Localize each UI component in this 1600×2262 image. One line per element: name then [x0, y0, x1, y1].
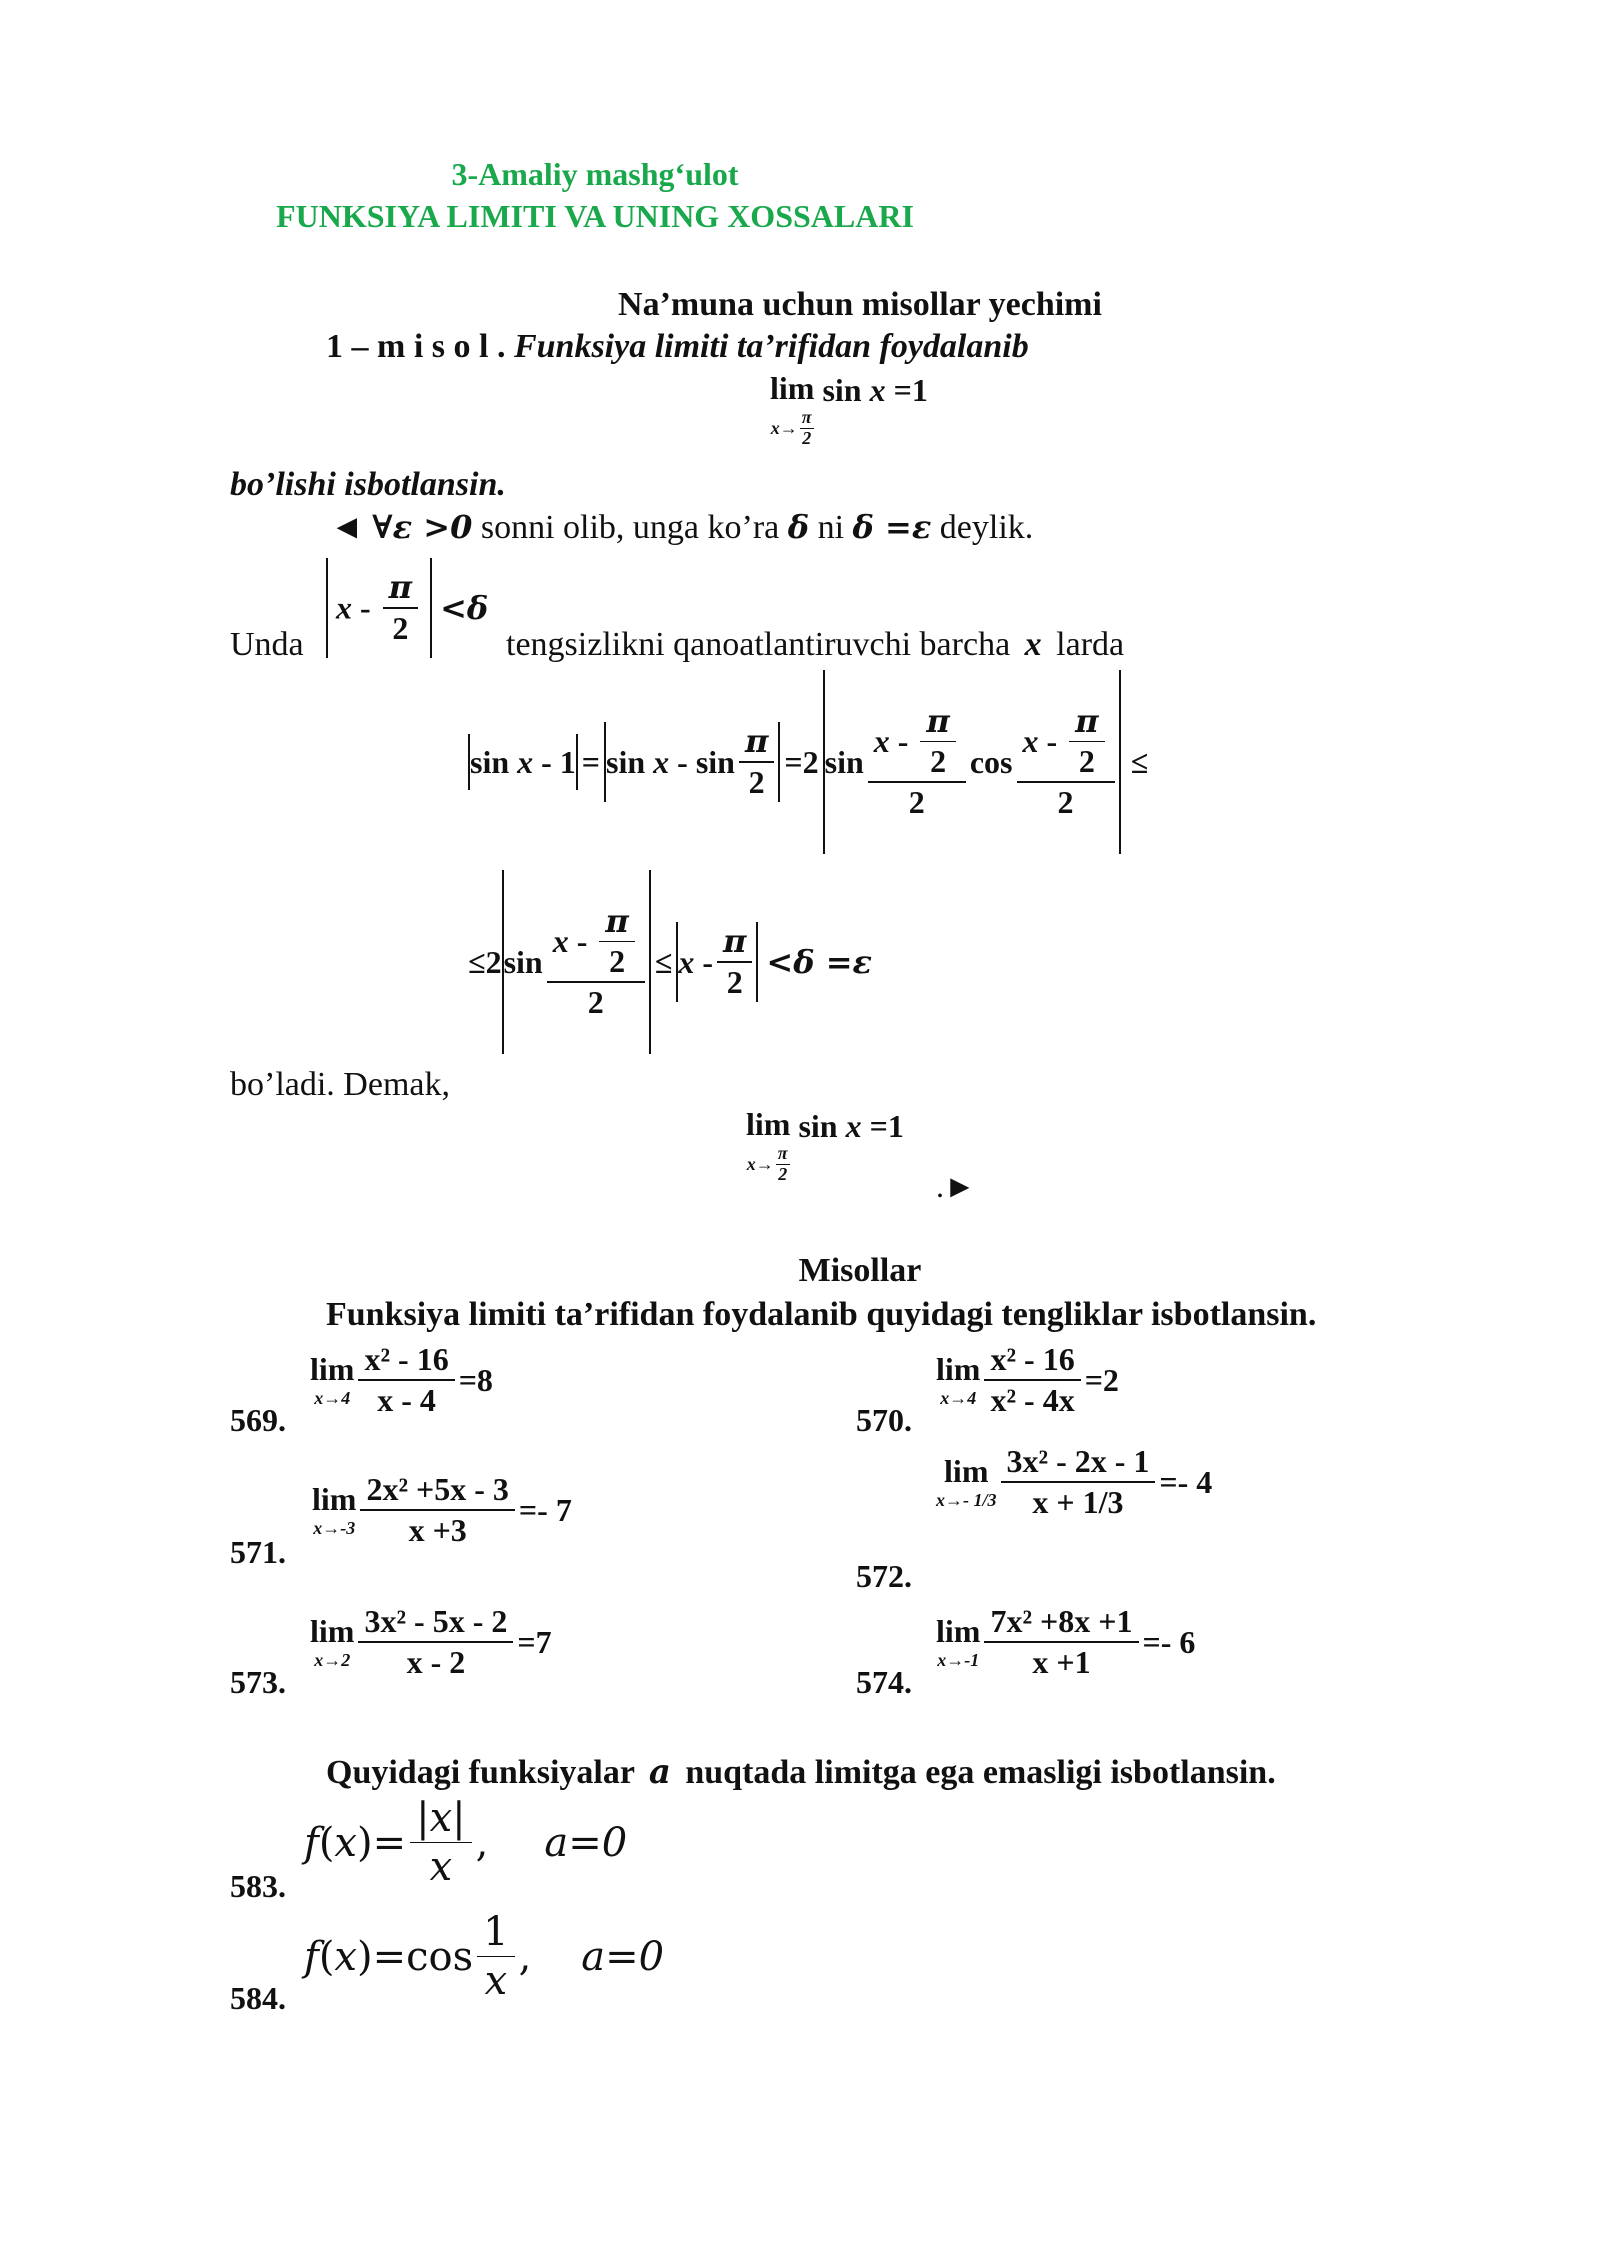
lim-operator: lim x → $\frac{\pi}{2}$: [770, 370, 815, 448]
example-label: 1 – m i s o l .: [326, 328, 506, 365]
exercise-572: lim x→- 1/3 $\frac{\text{3x² - 2x - 1}}{x + 1/3}$ =- 4: [936, 1443, 1213, 1521]
topic-title: FUNKSIYA LIMITI VA UNING XOSSALARI: [276, 198, 914, 234]
exercise-584: f ( x )=cos $\frac{1}{x}$ , a=0: [304, 1909, 665, 2004]
lim-operator: lim x → $\frac{\pi}{2}$: [746, 1106, 791, 1184]
exercise-number: 571.: [230, 1534, 286, 1570]
left-triangle-icon: ◄: [330, 509, 364, 546]
example-1-line: [326, 328, 1029, 366]
unda-text: tengsizlikni qanoatlantiruvchi barcha x larda: [506, 626, 1125, 663]
lesson-title: 3-Amaliy mashg‘ulot: [451, 156, 739, 192]
unda-label: Unda: [230, 626, 304, 663]
exercise-574: lim x→-1 $\frac{\text{7x² +8x +1}}{x +1}$ =- 6: [936, 1603, 1196, 1681]
exercises-task-2: Quyidagi funksiyalar a nuqtada limitga ega emasligi isbotlansin.: [326, 1752, 1276, 1792]
step-1-line: ◄ ∀ε >0 sonni olib, unga ko’ra δ ni δ =ε deylik.: [330, 508, 1034, 546]
exercise-571: lim x→-3 $\frac{\text{2x² +5x - 3}}{x +3}$ =- 7: [312, 1471, 572, 1549]
exercise-573: lim x→2 $\frac{\text{3x² - 5x - 2}}{x - 2}$ =7: [310, 1603, 552, 1681]
exercise-number: 584.: [230, 1980, 286, 2016]
right-triangle-icon: .►: [936, 1168, 976, 1204]
boladi-text: bo’ladi. Demak,: [230, 1066, 450, 1103]
chain-2: ≤2 sin x - $\frac{\pi}{2}$ 2 ≤ x - $\frac{\pi}{2}$ <δ =ε: [468, 870, 872, 1054]
exercise-570: lim x→4 $\frac{\text{x² - 16}}{\text{x² - 4x}}$ =2: [936, 1341, 1119, 1419]
exercise-number: 573.: [230, 1664, 286, 1700]
sample-heading: Na’muna uchun misollar yechimi: [618, 286, 1102, 323]
exercises-heading: Misollar: [798, 1252, 922, 1289]
chain-1: sin x - 1 = sin x - sin $\frac{\pi}{2}$ =2 sin x - $\frac{\pi}{2}$ 2 cos x - $\frac{\pi}{2}$ 2 ≤: [468, 670, 1148, 854]
example-task: Funksiya limiti ta’rifidan foydalanib: [513, 328, 1029, 365]
limit-statement: lim x → $\frac{\pi}{2}$ sin x =1: [770, 370, 928, 448]
exercises-task: Funksiya limiti ta’rifidan foydalanib quyidagi tengliklar isbotlansin.: [326, 1296, 1317, 1333]
unda-inequality: x - $\frac{\pi}{2}$ <δ: [326, 558, 488, 658]
exercise-number: 569.: [230, 1402, 286, 1438]
exercise-number: 570.: [856, 1402, 912, 1438]
exercise-number: 572.: [856, 1558, 912, 1594]
exercise-number: 583.: [230, 1868, 286, 1904]
exercise-583: f ( x )= $\frac{|x|}{x}$ , a=0: [304, 1795, 628, 1890]
limit-conclusion: lim x → $\frac{\pi}{2}$ sin x =1: [746, 1106, 904, 1184]
exercise-569: lim x→4 $\frac{\text{x² - 16}}{x - 4}$ =8: [310, 1341, 493, 1419]
exercise-number: 574.: [856, 1664, 912, 1700]
prove-text: bo’lishi isbotlansin.: [230, 466, 506, 503]
